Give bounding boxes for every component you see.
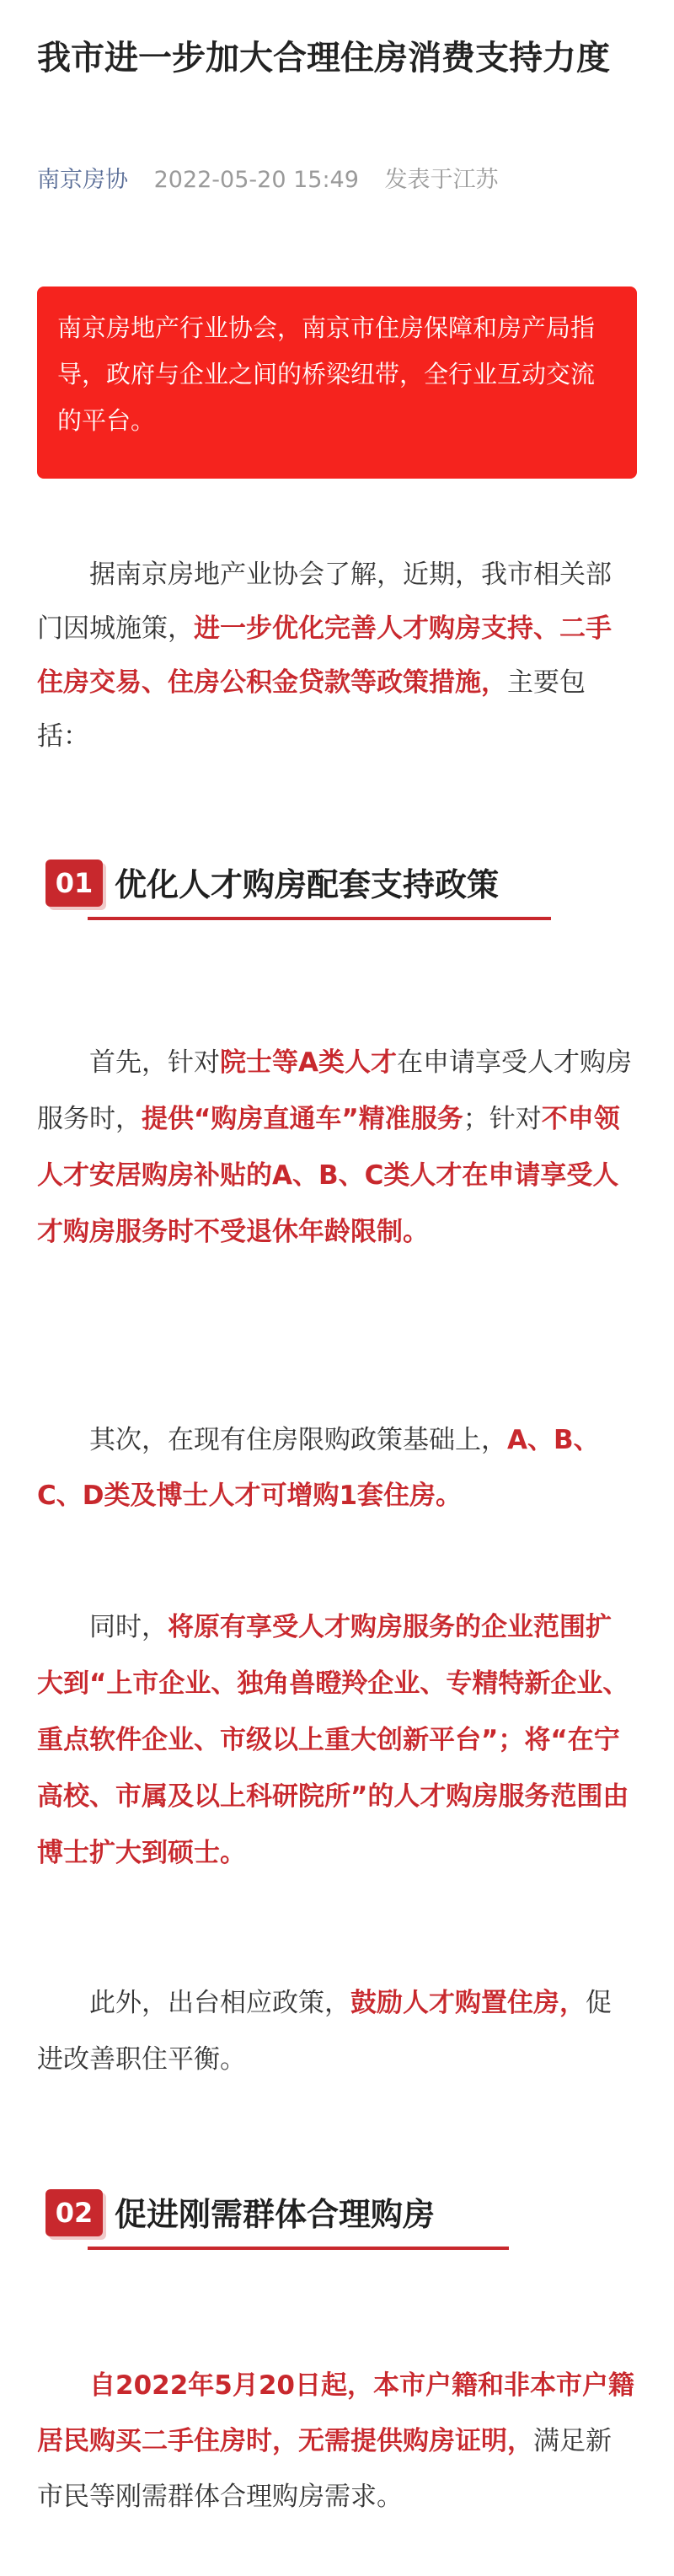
- paragraph-highlight: A、B、C、D类及博士人才可增购1套住房。: [37, 1425, 600, 1511]
- paragraph-text: 在申请享受人才购房服务时，: [37, 1047, 632, 1134]
- section-underline: [88, 917, 551, 920]
- notice-banner: [37, 287, 637, 479]
- section2-paragraph-1: [37, 2358, 637, 2525]
- paragraph-text: ；针对: [463, 1104, 542, 1134]
- intro-text-2: 主要包括：: [37, 667, 586, 752]
- paragraph-text: 促进改善职住平衡。: [37, 1988, 612, 2075]
- section-underline: [88, 2247, 509, 2250]
- section-number-badge: 02: [45, 2189, 103, 2236]
- account-name-link[interactable]: 南京房协: [37, 167, 128, 193]
- paragraph-text: 其次，在现有住房限购政策基础上，: [89, 1425, 507, 1455]
- paragraph-highlight: 提供“购房直通车”精准服务: [142, 1104, 463, 1134]
- paragraph-text: 首先，针对: [89, 1047, 220, 1078]
- section1-paragraph-4: [37, 1975, 637, 2088]
- intro-text-1: 据南京房地产业协会了解，近期，我市相关部门因城施策，: [37, 560, 612, 644]
- intro-paragraph: [37, 548, 637, 763]
- notice-text: 南京房地产行业协会，南京市住房保障和房产局指导，政府与企业之间的桥梁纽带，全行业互动交流的平台。: [57, 313, 596, 435]
- paragraph-highlight: 院士等A类人才: [220, 1047, 397, 1078]
- section1-paragraph-1: [37, 1035, 637, 1261]
- article-title: 我市进一步加大合理住房消费支持力度: [37, 39, 610, 78]
- section-heading-01: [37, 860, 551, 937]
- section-title: 促进刚需群体合理购房: [115, 2196, 436, 2233]
- article-meta: [37, 165, 499, 195]
- paragraph-highlight: 自2022年5月20日起，本市户籍和非本市户籍居民购买二手住房时，无需提供购房证明，: [37, 2370, 634, 2456]
- paragraph-highlight: 鼓励人才购置住房，: [350, 1988, 586, 2018]
- intro-highlight: 进一步优化完善人才购房支持、二手住房交易、住房公积金贷款等政策措施，: [37, 613, 612, 698]
- paragraph-text: 同时，: [89, 1612, 168, 1642]
- section1-paragraph-3: [37, 1599, 637, 1882]
- section1-paragraph-2: [37, 1412, 637, 1524]
- paragraph-highlight: 将原有享受人才购房服务的企业范围扩大到“上市企业、独角兽瞪羚企业、专精特新企业、重点软件企业、市级以上重大创新平台”；将“在宁高校、市属及以上科研院所”的人才购房服务范围由博士扩大到硕士。: [37, 1612, 629, 1868]
- publish-location: 发表于江苏: [384, 167, 499, 193]
- paragraph-text: 此外，出台相应政策，: [89, 1988, 350, 2018]
- section-number-badge: 01: [45, 860, 103, 907]
- paragraph-highlight: 不申领人才安居购房补贴的A、B、C类人才在申请享受人才购房服务时不受退休年龄限制。: [37, 1104, 620, 1247]
- paragraph-text: 满足新市民等刚需群体合理购房需求。: [37, 2426, 612, 2512]
- publish-time: 2022-05-20 15:49: [153, 167, 359, 193]
- section-title: 优化人才购房配套支持政策: [115, 866, 500, 903]
- section-heading-02: [37, 2189, 509, 2267]
